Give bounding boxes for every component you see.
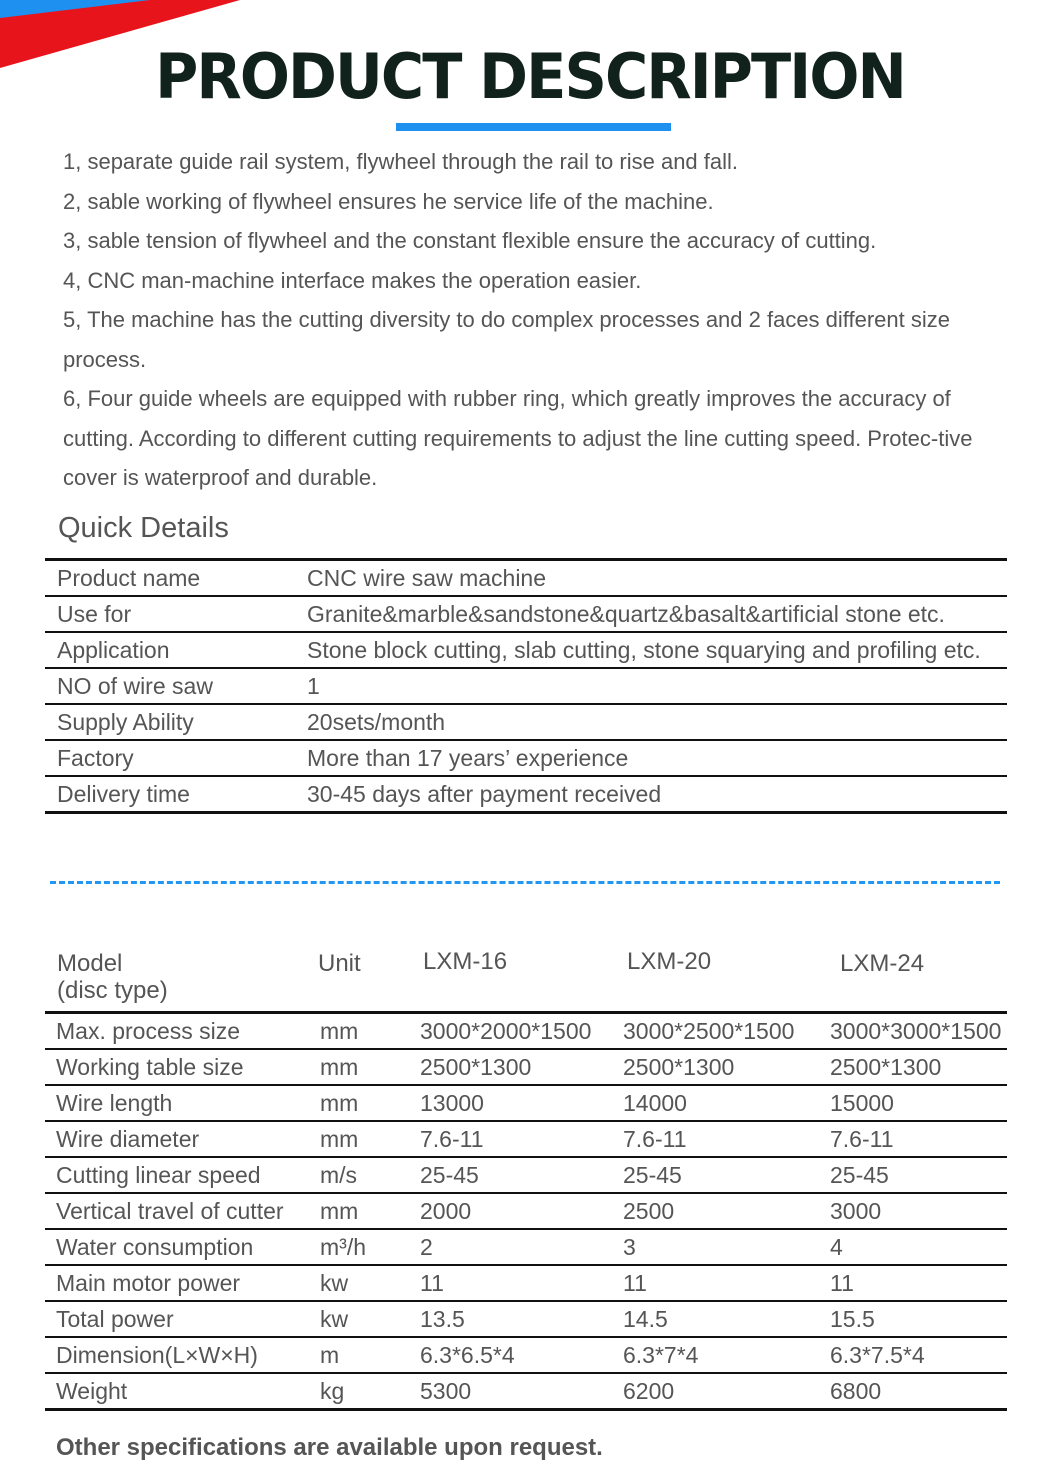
quick-details-table xyxy=(45,558,1007,814)
detail-key: NO of wire saw xyxy=(45,668,295,704)
spec-value: 2 xyxy=(420,1229,623,1265)
detail-key: Factory xyxy=(45,740,295,776)
header-model-3: LXM-24 xyxy=(840,950,925,977)
spec-value: 3 xyxy=(623,1229,830,1265)
spec-value: 4 xyxy=(830,1229,1007,1265)
description-item: 2, sable working of flywheel ensures he service life of the machine. xyxy=(63,188,714,214)
detail-value: 20sets/month xyxy=(295,704,1007,740)
table-row xyxy=(45,1301,1007,1337)
spec-value: 6.3*7*4 xyxy=(623,1337,830,1373)
table-row xyxy=(45,1157,1007,1193)
table-row xyxy=(45,776,1007,813)
spec-label: Vertical travel of cutter xyxy=(45,1193,320,1229)
description-item: 4, CNC man-machine interface makes the operation easier. xyxy=(63,267,642,293)
spec-value: 11 xyxy=(623,1265,830,1301)
table-row xyxy=(45,1229,1007,1265)
spec-value: 25-45 xyxy=(623,1157,830,1193)
detail-value: 30-45 days after payment received xyxy=(295,776,1007,813)
spec-value: 2500*1300 xyxy=(420,1049,623,1085)
table-row xyxy=(45,740,1007,776)
table-row xyxy=(45,560,1007,597)
spec-unit: kw xyxy=(320,1301,420,1337)
spec-value: 6200 xyxy=(623,1373,830,1410)
spec-unit: m³/h xyxy=(320,1229,420,1265)
spec-value: 25-45 xyxy=(420,1157,623,1193)
spec-value: 6800 xyxy=(830,1373,1007,1410)
specification-table xyxy=(45,1011,1007,1411)
spec-value: 2500 xyxy=(623,1193,830,1229)
detail-key: Application xyxy=(45,632,295,668)
table-row xyxy=(45,1193,1007,1229)
spec-value: 7.6-11 xyxy=(623,1121,830,1157)
table-row xyxy=(45,632,1007,668)
description-list xyxy=(63,142,1013,498)
table-row xyxy=(45,1265,1007,1301)
spec-value: 14000 xyxy=(623,1085,830,1121)
description-item: 6, Four guide wheels are equipped with rubber ring, which greatly improves the accuracy of cutting. According to different cutting requirements to adjust the line cutting speed. Protec-tive cover is waterproof and durable. xyxy=(63,386,973,490)
table-row xyxy=(45,1373,1007,1410)
spec-value: 14.5 xyxy=(623,1301,830,1337)
table-row xyxy=(45,668,1007,704)
spec-unit: mm xyxy=(320,1193,420,1229)
detail-key: Delivery time xyxy=(45,776,295,813)
spec-unit: kg xyxy=(320,1373,420,1410)
detail-key: Use for xyxy=(45,596,295,632)
spec-unit: mm xyxy=(320,1049,420,1085)
table-row xyxy=(45,1013,1007,1050)
spec-value: 13000 xyxy=(420,1085,623,1121)
detail-key: Supply Ability xyxy=(45,704,295,740)
spec-value: 6.3*7.5*4 xyxy=(830,1337,1007,1373)
description-item: 5, The machine has the cutting diversity to do complex processes and 2 faces different size process. xyxy=(63,307,951,372)
spec-value: 2000 xyxy=(420,1193,623,1229)
spec-unit: mm xyxy=(320,1085,420,1121)
detail-value: More than 17 years’ experience xyxy=(295,740,1007,776)
spec-value: 3000*2000*1500 xyxy=(420,1013,623,1050)
title-underline xyxy=(396,123,671,131)
header-model-label: Model xyxy=(57,950,123,977)
spec-unit: m xyxy=(320,1337,420,1373)
header-model xyxy=(57,950,168,1004)
spec-unit: m/s xyxy=(320,1157,420,1193)
detail-value: 1 xyxy=(295,668,1007,704)
spec-label: Weight xyxy=(45,1373,320,1410)
header-unit: Unit xyxy=(318,950,361,977)
description-item: 1, separate guide rail system, flywheel through the rail to rise and fall. xyxy=(63,149,739,174)
spec-label: Wire length xyxy=(45,1085,320,1121)
section-divider xyxy=(50,881,1000,884)
table-row xyxy=(45,704,1007,740)
spec-value: 3000 xyxy=(830,1193,1007,1229)
header-model-1: LXM-16 xyxy=(423,948,508,975)
spec-value: 3000*2500*1500 xyxy=(623,1013,830,1050)
spec-unit: mm xyxy=(320,1121,420,1157)
spec-label: Wire diameter xyxy=(45,1121,320,1157)
spec-label: Dimension(L×W×H) xyxy=(45,1337,320,1373)
page-title: PRODUCT DESCRIPTION xyxy=(155,40,905,113)
spec-value: 11 xyxy=(830,1265,1007,1301)
spec-label: Max. process size xyxy=(45,1013,320,1050)
description-item: 3, sable tension of flywheel and the constant flexible ensure the accuracy of cutting. xyxy=(63,228,877,253)
header-model-sub: (disc type) xyxy=(57,977,168,1004)
table-row xyxy=(45,1121,1007,1157)
footer-note: Other specifications are available upon request. xyxy=(56,1434,603,1461)
spec-value: 6.3*6.5*4 xyxy=(420,1337,623,1373)
spec-label: Water consumption xyxy=(45,1229,320,1265)
spec-value: 11 xyxy=(420,1265,623,1301)
detail-value: Granite&marble&sandstone&quartz&basalt&artificial stone etc. xyxy=(295,596,1007,632)
spec-value: 3000*3000*1500 xyxy=(830,1013,1007,1050)
spec-value: 7.6-11 xyxy=(420,1121,623,1157)
spec-value: 2500*1300 xyxy=(623,1049,830,1085)
spec-label: Cutting linear speed xyxy=(45,1157,320,1193)
spec-label: Working table size xyxy=(45,1049,320,1085)
spec-value: 15.5 xyxy=(830,1301,1007,1337)
spec-value: 5300 xyxy=(420,1373,623,1410)
table-row xyxy=(45,1049,1007,1085)
table-row xyxy=(45,596,1007,632)
table-row xyxy=(45,1085,1007,1121)
quick-details-title: Quick Details xyxy=(58,512,229,544)
header-model-2: LXM-20 xyxy=(627,948,712,975)
detail-value: CNC wire saw machine xyxy=(295,560,1007,597)
detail-value: Stone block cutting, slab cutting, stone squarying and profiling etc. xyxy=(295,632,1007,668)
detail-key: Product name xyxy=(45,560,295,597)
spec-label: Main motor power xyxy=(45,1265,320,1301)
spec-value: 25-45 xyxy=(830,1157,1007,1193)
spec-unit: kw xyxy=(320,1265,420,1301)
spec-value: 13.5 xyxy=(420,1301,623,1337)
spec-unit: mm xyxy=(320,1013,420,1050)
spec-value: 2500*1300 xyxy=(830,1049,1007,1085)
spec-label: Total power xyxy=(45,1301,320,1337)
table-row xyxy=(45,1337,1007,1373)
spec-value: 7.6-11 xyxy=(830,1121,1007,1157)
spec-value: 15000 xyxy=(830,1085,1007,1121)
